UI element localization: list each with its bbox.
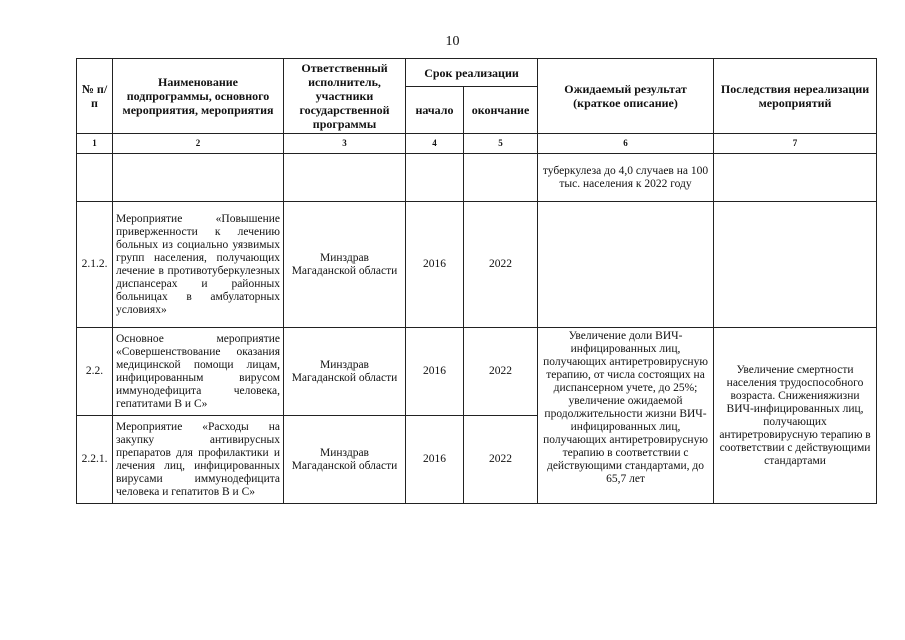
cell-start: 2016 <box>406 202 464 328</box>
cell-end: 2022 <box>464 328 538 416</box>
cell-empty <box>538 202 714 328</box>
header-end: окончание <box>464 87 538 134</box>
cell-empty <box>714 202 877 328</box>
cell-name: Основное мероприятие «Совершенствование оказания медицинской помощи лицам, инфицированным вирусом иммунодефицита человека, гепатитами В и С» <box>113 328 284 416</box>
column-number: 3 <box>284 134 406 154</box>
table-row <box>77 328 877 416</box>
column-number: 5 <box>464 134 538 154</box>
header-period: Срок реализации <box>406 59 538 87</box>
header-row-1 <box>77 59 877 87</box>
cell-result: туберкулеза до 4,0 случаев на 100 тыс. населения к 2022 году <box>538 154 714 202</box>
table-row <box>77 202 877 328</box>
program-table <box>76 58 877 504</box>
cell-number: 2.2. <box>77 328 113 416</box>
header-number: № п/п <box>77 59 113 134</box>
cell-empty <box>113 154 284 202</box>
column-number-row <box>77 134 877 154</box>
cell-result: Увеличение доли ВИЧ-инфицированных лиц, получающих антиретровирусную терапию, от числа состоящих на диспансерном учете, до 25%; увеличение ожидаемой продолжительности жизни ВИЧ-инфицированных лиц, получающих антиретровирусную терапию в соответствии с действующими стандартами, до 65,7 лет <box>538 328 714 504</box>
cell-end: 2022 <box>464 202 538 328</box>
header-executor: Ответственный исполнитель, участники государственной программы <box>284 59 406 134</box>
cell-empty <box>284 154 406 202</box>
header-result: Ожидаемый результат (краткое описание) <box>538 59 714 134</box>
header-name: Наименование подпрограммы, основного мероприятия, мероприятия <box>113 59 284 134</box>
cell-name: Мероприятие «Повышение приверженности к лечению больных из социально уязвимых групп населения, получающих лечение в противотуберкулезных диспансерах и районных больницах в амбулаторных условиях» <box>113 202 284 328</box>
cell-executor: Минздрав Магаданской области <box>284 328 406 416</box>
page-number: 10 <box>445 34 460 49</box>
cell-empty <box>464 154 538 202</box>
cell-consequence: Увеличение смертности населения трудоспособного возраста. Сниженияжизни ВИЧ-инфицированных лиц, получающих антиретровирусную терапию в соответствии с действующими стандартами <box>714 328 877 504</box>
cell-executor: Минздрав Магаданской области <box>284 202 406 328</box>
header-start: начало <box>406 87 464 134</box>
column-number: 6 <box>538 134 714 154</box>
cell-start: 2016 <box>406 328 464 416</box>
cell-empty <box>714 154 877 202</box>
cell-number: 2.1.2. <box>77 202 113 328</box>
cell-number: 2.2.1. <box>77 416 113 504</box>
column-number: 2 <box>113 134 284 154</box>
cell-name: Мероприятие «Расходы на закупку антивирусных препаратов для профилактики и лечения лиц, инфицированных вирусами иммунодефицита человека и гепатитов В и С» <box>113 416 284 504</box>
cell-end: 2022 <box>464 416 538 504</box>
cell-executor: Минздрав Магаданской области <box>284 416 406 504</box>
column-number: 4 <box>406 134 464 154</box>
table-row-continuation <box>77 154 877 202</box>
header-consequence: Последствия нереализации мероприятий <box>714 59 877 134</box>
column-number: 1 <box>77 134 113 154</box>
cell-start: 2016 <box>406 416 464 504</box>
column-number: 7 <box>714 134 877 154</box>
cell-empty <box>77 154 113 202</box>
cell-empty <box>406 154 464 202</box>
